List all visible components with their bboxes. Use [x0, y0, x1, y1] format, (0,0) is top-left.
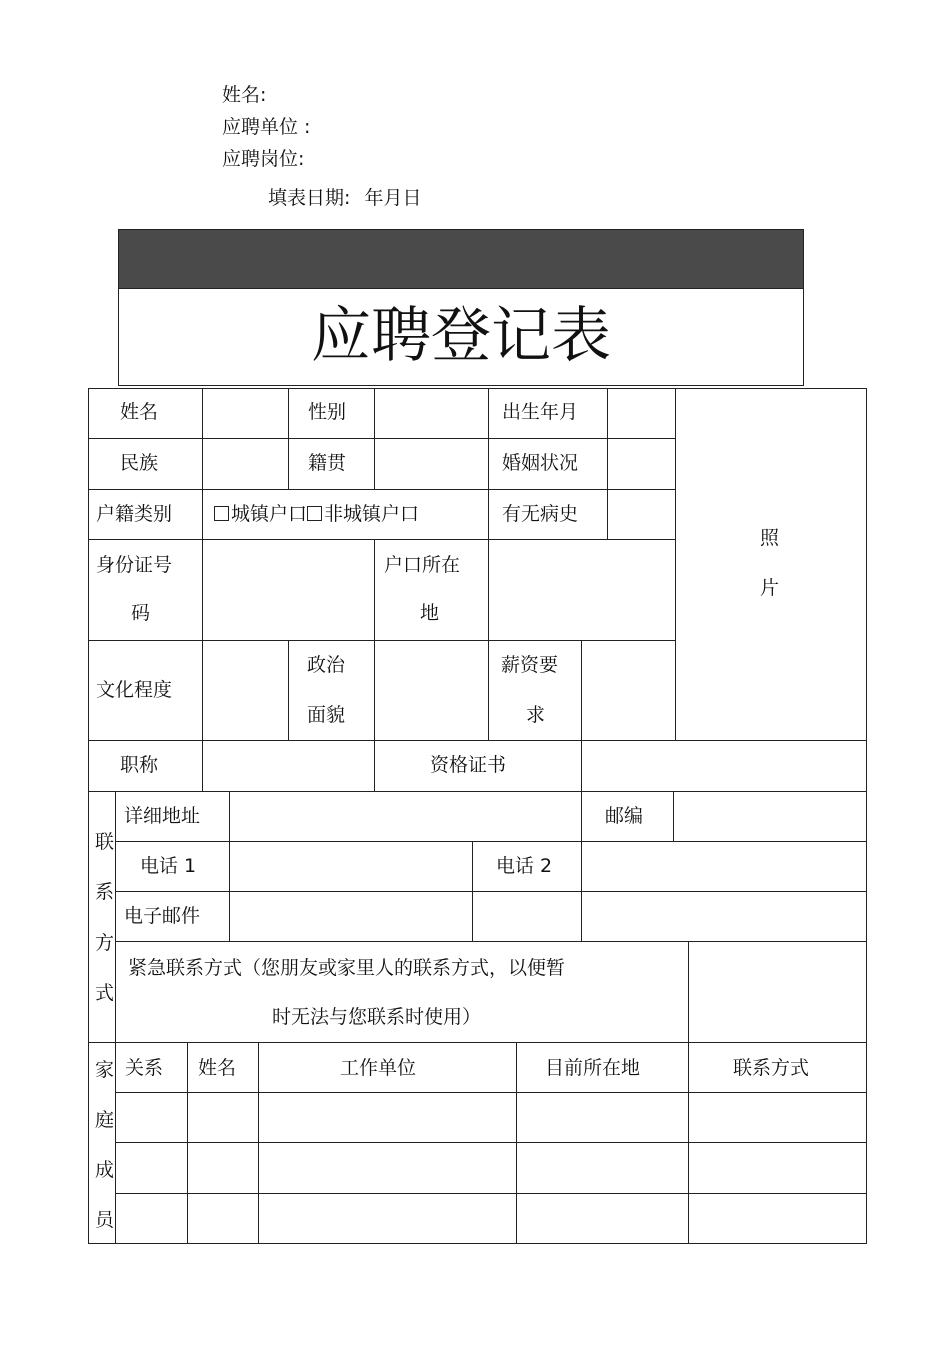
applying-position-label: 应聘岗位:	[222, 148, 305, 170]
hukou-rural-label: 非城镇户口	[324, 503, 420, 525]
birth-date-label: 出生年月	[502, 401, 579, 423]
hukou-type-options	[214, 502, 419, 526]
gender-label: 性别	[308, 401, 347, 423]
title-rank-label: 职称	[120, 754, 159, 776]
political-status-label-2: 面貌	[307, 704, 346, 726]
family-col-workplace: 工作单位	[340, 1057, 417, 1079]
family-section-char-2: 庭	[95, 1109, 115, 1131]
title-banner	[118, 229, 804, 386]
applying-unit-label: 应聘单位 :	[222, 116, 311, 138]
family-col-relation: 关系	[125, 1057, 164, 1079]
hukou-type-label: 户籍类别	[96, 503, 173, 525]
family-section-char-1: 家	[95, 1059, 115, 1081]
applicant-name-label: 姓名:	[222, 84, 267, 106]
photo-label-1: 照	[760, 527, 780, 549]
ethnicity-label: 民族	[120, 452, 159, 474]
salary-label-2: 求	[526, 704, 546, 726]
name-label: 姓名	[120, 401, 159, 423]
native-place-label: 籍贯	[308, 452, 347, 474]
hukou-location-label-1: 户口所在	[384, 554, 461, 576]
contact-section-char-3: 方	[95, 932, 115, 954]
salary-label-1: 薪资要	[501, 654, 559, 676]
hukou-location-label-2: 地	[420, 602, 440, 624]
family-section-char-4: 员	[95, 1209, 115, 1231]
photo-label-2: 片	[760, 577, 780, 599]
postcode-label: 邮编	[605, 805, 644, 827]
id-number-label-2: 码	[131, 602, 151, 624]
hukou-urban-label: 城镇户口	[231, 503, 308, 525]
education-label: 文化程度	[96, 679, 173, 701]
fill-date	[268, 186, 421, 210]
id-number-label-1: 身份证号	[96, 554, 173, 576]
contact-section-char-2: 系	[95, 881, 115, 903]
family-col-contact: 联系方式	[733, 1057, 810, 1079]
fill-date-value: 年月日	[364, 187, 422, 209]
hukou-urban-checkbox[interactable]	[214, 506, 229, 521]
phone1-label: 电话 1	[140, 855, 197, 877]
emergency-contact-label-1: 紧急联系方式（您朋友或家里人的联系方式，以便暂	[128, 957, 566, 979]
political-status-label-1: 政治	[307, 654, 346, 676]
certificate-label: 资格证书	[430, 754, 507, 776]
family-section-char-3: 成	[95, 1159, 115, 1181]
address-label: 详细地址	[124, 805, 201, 827]
emergency-contact-label-2: 时无法与您联系时使用）	[272, 1006, 482, 1028]
contact-section-char-4: 式	[95, 982, 115, 1004]
banner-dark-strip	[119, 230, 803, 289]
marital-status-label: 婚姻状况	[502, 452, 579, 474]
medical-history-label: 有无病史	[502, 503, 579, 525]
email-label: 电子邮件	[124, 905, 201, 927]
family-col-location: 目前所在地	[545, 1057, 641, 1079]
hukou-rural-checkbox[interactable]	[307, 506, 322, 521]
family-col-name: 姓名	[198, 1057, 237, 1079]
page-title: 应聘登记表	[311, 301, 611, 371]
fill-date-label: 填表日期:	[268, 187, 351, 209]
contact-section-char-1: 联	[95, 831, 115, 853]
phone2-label: 电话 2	[496, 855, 553, 877]
